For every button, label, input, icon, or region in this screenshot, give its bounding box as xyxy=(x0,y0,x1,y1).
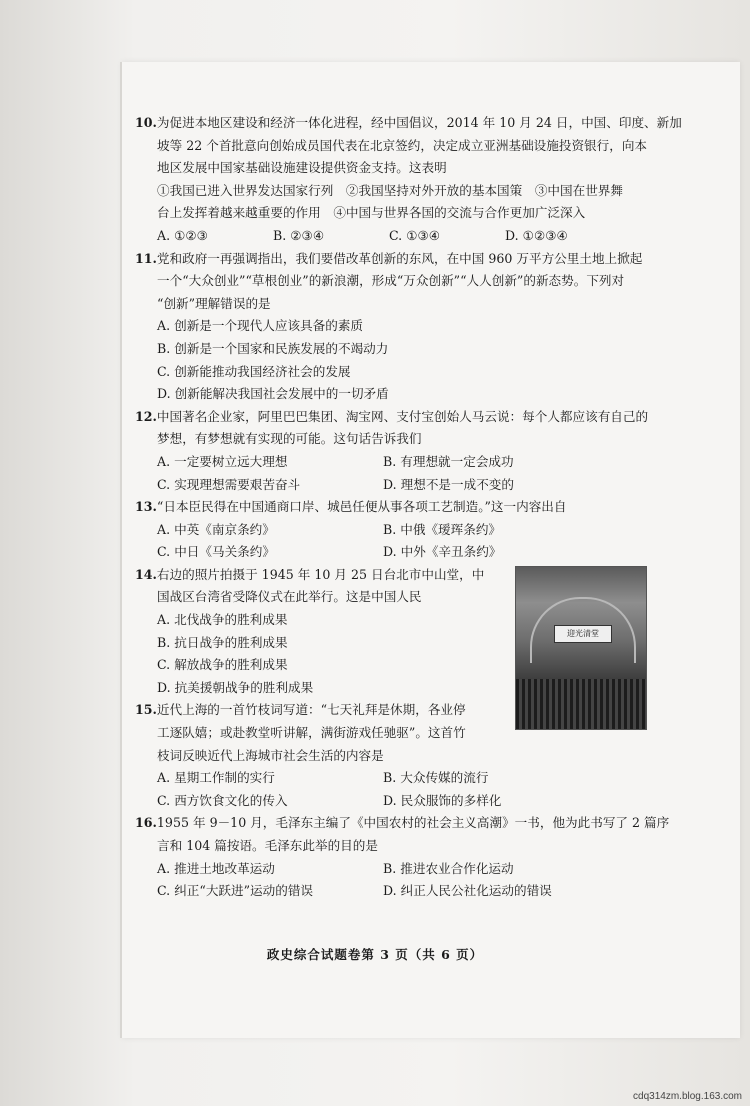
question-number: 11. xyxy=(135,250,157,266)
option-b: B. 创新是一个国家和民族发展的不竭动力 xyxy=(157,340,389,356)
question-13 xyxy=(135,496,695,564)
question-text: “创新”理解错误的是 xyxy=(157,295,271,311)
options-row xyxy=(135,541,695,564)
question-text: 地区发展中国家基础设施建设提供资金支持。这表明 xyxy=(157,160,447,176)
option-a: A. ①②③ xyxy=(157,227,208,243)
page-footer: 政史综合试题卷第 3 页（共 6 页） xyxy=(266,947,484,962)
option-b: B. 抗日战争的胜利成果 xyxy=(157,634,288,650)
question-text: 中国著名企业家，阿里巴巴集团、淘宝网、支付宝创始人马云说：每个人都应该有自己的 xyxy=(156,408,649,424)
question-12 xyxy=(135,406,695,496)
question-text: 右边的照片拍摄于 1945 年 10 月 25 日台北市中山堂，中 xyxy=(156,566,485,582)
options-row xyxy=(135,474,695,497)
option-d: D. 民众服饰的多样化 xyxy=(383,792,502,808)
options-row xyxy=(135,767,695,790)
option-a: A. 星期工作制的实行 xyxy=(157,770,275,786)
question-text: 国战区台湾省受降仪式在此举行。这是中国人民 xyxy=(157,589,422,605)
watermark: cdq314zm.blog.163.com xyxy=(633,1091,742,1102)
question-text: “日本臣民得在中国通商口岸、城邑任便从事各项工艺制造。”这一内容出自 xyxy=(156,499,567,515)
question-text: 枝词反映近代上海城市社会生活的内容是 xyxy=(157,747,384,763)
question-11 xyxy=(135,248,695,406)
option-d: D. 理想不是一成不变的 xyxy=(383,476,514,492)
photo-sign: 迎光清堂 xyxy=(554,625,612,643)
options-row xyxy=(135,880,695,903)
option-b: B. 推进农业合作化运动 xyxy=(383,860,514,876)
statement-line: 台上发挥着越来越重要的作用 ④中国与世界各国的交流与合作更加广泛深入 xyxy=(157,205,586,221)
option-a: A. 创新是一个现代人应该具备的素质 xyxy=(157,318,364,334)
option-a: A. 中英《南京条约》 xyxy=(157,521,275,537)
question-text: 一个“大众创业”“草根创业”的新浪潮，形成“万众创新”“人人创新”的新态势。下列对 xyxy=(157,273,625,289)
question-list xyxy=(135,112,695,903)
photo-crowd xyxy=(516,679,646,729)
option-d: D. 纠正人民公社化运动的错误 xyxy=(383,883,552,899)
option-c: C. 纠正“大跃进”运动的错误 xyxy=(157,883,314,899)
question-text: 工逐队嬉；或赴教堂听讲解，满街游戏任驰驱”。这首竹 xyxy=(157,725,466,741)
question-text: 梦想，有梦想就有实现的可能。这句话告诉我们 xyxy=(157,431,422,447)
question-number: 12. xyxy=(135,408,157,424)
options-row xyxy=(135,519,695,542)
option-c: C. 中日《马关条约》 xyxy=(157,544,275,560)
option-c: C. 创新能推动我国经济社会的发展 xyxy=(157,363,351,379)
question-number: 16. xyxy=(135,815,157,831)
question-text: 1955 年 9－10 月，毛泽东主编了《中国农村的社会主义高潮》一书，他为此书写了 2 篇序 xyxy=(156,815,670,831)
option-a: A. 北伐战争的胜利成果 xyxy=(157,612,288,628)
option-d: D. 创新能解决我国社会发展中的一切矛盾 xyxy=(157,386,389,402)
question-16 xyxy=(135,812,695,902)
option-a: A. 推进土地改革运动 xyxy=(157,860,275,876)
options-row xyxy=(135,451,695,474)
statement-line: ①我国已进入世界发达国家行列 ②我国坚持对外开放的基本国策 ③中国在世界舞 xyxy=(157,182,623,198)
option-c: C. 西方饮食文化的传入 xyxy=(157,792,288,808)
options-row xyxy=(135,790,695,813)
question-text: 坡等 22 个首批意向创始成员国代表在北京签约，决定成立亚洲基础设施投资银行，向本 xyxy=(157,137,648,153)
option-b: B. 大众传媒的流行 xyxy=(383,770,489,786)
question-text: 为促进本地区建设和经济一体化进程，经中国倡议，2014 年 10 月 24 日，中国、印度、新加 xyxy=(156,115,682,130)
question-number: 14. xyxy=(135,566,157,582)
option-b: B. 中俄《瑷珲条约》 xyxy=(383,521,502,537)
question-text: 党和政府一再强调指出，我们要借改革创新的东风，在中国 960 万平方公里土地上掀起 xyxy=(156,250,643,266)
option-c: C. ①③④ xyxy=(389,227,441,243)
option-d: D. 中外《辛丑条约》 xyxy=(383,544,502,560)
options-row xyxy=(135,225,695,248)
option-c: C. 实现理想需要艰苦奋斗 xyxy=(157,476,301,492)
option-d: D. ①②③④ xyxy=(505,227,568,243)
option-b: B. ②③④ xyxy=(273,227,325,243)
surrender-ceremony-photo xyxy=(515,566,647,730)
option-d: D. 抗美援朝战争的胜利成果 xyxy=(157,679,314,695)
question-number: 10. xyxy=(135,115,157,130)
question-number: 15. xyxy=(135,702,157,718)
option-a: A. 一定要树立远大理想 xyxy=(157,453,288,469)
option-c: C. 解放战争的胜利成果 xyxy=(157,657,288,673)
option-b: B. 有理想就一定会成功 xyxy=(383,453,514,469)
question-text: 言和 104 篇按语。毛泽东此举的目的是 xyxy=(157,838,378,853)
question-text: 近代上海的一首竹枝词写道：“七天礼拜是休期，各业停 xyxy=(156,702,466,718)
question-number: 13. xyxy=(135,499,157,515)
options-row xyxy=(135,858,695,881)
question-10 xyxy=(135,112,695,248)
